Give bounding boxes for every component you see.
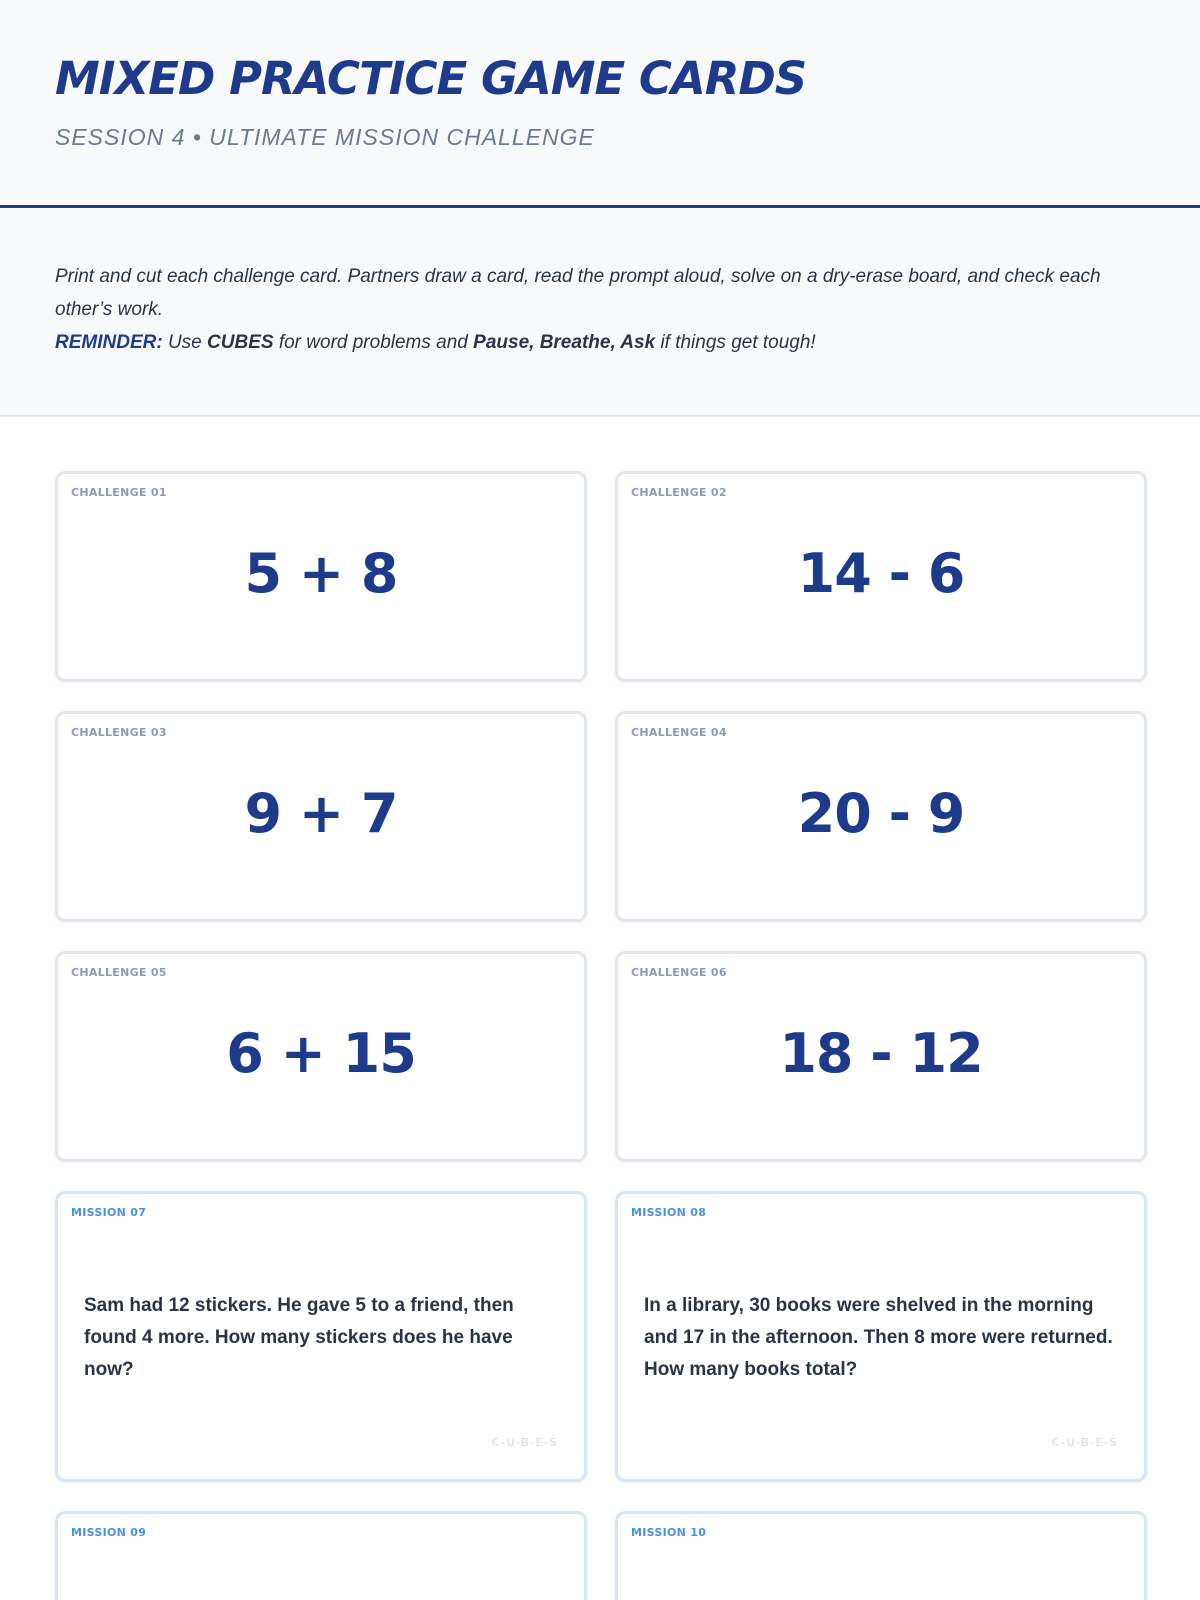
word-problem: Sam had 12 stickers. He gave 5 to a friend, then found 4 more. How many stickers does he have now? (84, 1295, 514, 1380)
page-title: MIXED PRACTICE GAME CARDS (55, 52, 807, 105)
card-label: CHALLENGE 05 (71, 966, 167, 979)
reminder-middle: for word problems and (278, 332, 468, 353)
challenge-card (55, 711, 587, 922)
word-problem: In a library, 30 books were shelved in the morning and 17 in the afternoon. Then 8 more were returned. How many books total? (644, 1295, 1113, 1380)
card-label: CHALLENGE 06 (631, 966, 727, 979)
mission-card (615, 1511, 1147, 1600)
page-header (0, 0, 1200, 208)
reminder-label: REMINDER: (55, 332, 163, 353)
instructions-body: Print and cut each challenge card. Partners draw a card, read the prompt aloud, solve on a dry-erase board, and check each other’s work. (55, 266, 1101, 320)
card-label: CHALLENGE 01 (71, 486, 167, 499)
card-equation: 18 - 12 (779, 1022, 983, 1085)
mission-card (55, 1511, 587, 1600)
reminder-calm: Pause, Breathe, Ask (473, 332, 656, 353)
card-equation: 9 + 7 (244, 782, 398, 845)
card-label: MISSION 09 (71, 1526, 147, 1539)
page-subtitle: SESSION 4 • ULTIMATE MISSION CHALLENGE (55, 124, 595, 150)
card-equation: 14 - 6 (797, 542, 965, 605)
reminder-strategy: CUBES (207, 332, 274, 353)
card-label: MISSION 10 (631, 1526, 707, 1539)
challenge-card (615, 711, 1147, 922)
cubes-tag: C-U-B-E-S (491, 1436, 558, 1449)
card-label: MISSION 07 (71, 1206, 147, 1219)
card-equation: 5 + 8 (244, 542, 398, 605)
reminder-use: Use (167, 332, 202, 353)
challenge-card (55, 471, 587, 682)
cubes-tag: C-U-B-E-S (1051, 1436, 1118, 1449)
card-label: CHALLENGE 04 (631, 726, 727, 739)
card-equation: 20 - 9 (797, 782, 965, 845)
card-label: CHALLENGE 02 (631, 486, 727, 499)
challenge-card (615, 471, 1147, 682)
card-equation: 6 + 15 (226, 1022, 416, 1085)
mission-card (615, 1191, 1147, 1482)
card-label: MISSION 08 (631, 1206, 707, 1219)
mission-card (55, 1191, 587, 1482)
reminder-end: if things get tough! (660, 332, 816, 353)
instructions-text (55, 260, 1155, 359)
challenge-card (615, 951, 1147, 1162)
challenge-card (55, 951, 587, 1162)
instructions-section (0, 208, 1200, 417)
card-label: CHALLENGE 03 (71, 726, 167, 739)
